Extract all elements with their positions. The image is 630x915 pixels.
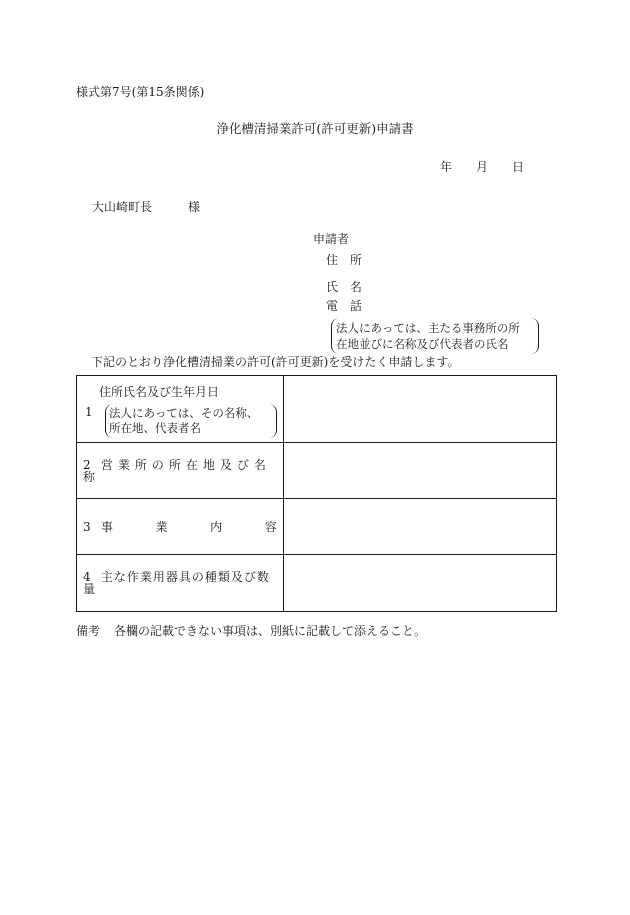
date-line [440,161,524,173]
application-table [76,375,557,612]
row3-label-char: 事 [100,519,113,534]
row1-note-line1: 法人にあっては、その名称、 [109,406,259,420]
remarks-label: 備考 [76,624,101,638]
table-label-cell [77,555,284,612]
intro-text: 下記のとおり浄化槽清掃業の許可(許可更新)を受けたく申請します。 [91,355,460,369]
form-title: 浄化槽清掃業許可(許可更新)申請書 [216,121,414,136]
applicant-phone-label: 電 話 [326,299,362,313]
row2-number: 2 [83,457,91,472]
row1-label: 住所氏名及び生年月日 [99,385,220,399]
row2-label: 営業所の所在地及び名称 [83,457,271,484]
row1-note-line2: 所在地、代表者名 [109,421,201,435]
table-row [77,555,557,612]
addressee-honorific: 様 [188,200,201,214]
table-label-cell [77,376,284,443]
remarks-text: 各欄の記載できない事項は、別紙に記載して添えること。 [114,624,427,638]
applicant-heading: 申請者 [313,232,350,246]
date-year: 年 [440,160,453,174]
row1-value-field[interactable] [283,376,556,443]
table-row [77,376,557,443]
corporate-note [331,318,539,354]
row4-value-field[interactable] [283,555,556,612]
applicant-name-label: 氏 名 [326,280,362,294]
corporate-note-line1: 法人にあっては、主たる事務所の所 [336,321,520,335]
row4-number: 4 [83,570,91,584]
row3-value-field[interactable] [283,499,556,555]
row4-label: 主な作業用器具の種類及び数量 [83,570,270,596]
corporate-note-line2: 在地並びに名称及び代表者の氏名 [336,337,509,351]
date-day: 日 [512,160,525,174]
remarks [76,625,426,637]
table-row [77,499,557,555]
row3-number: 3 [83,519,91,534]
row1-note [105,404,277,438]
table-label-cell [77,499,284,555]
date-month: 月 [476,160,489,174]
form-number: 様式第7号(第15条関係) [76,85,205,99]
row3-label-char: 容 [264,519,277,534]
table-row [77,443,557,499]
addressee [92,201,200,213]
row3-label-char: 業 [155,519,168,534]
applicant-address-label: 住 所 [326,253,362,267]
row3-label [101,521,277,533]
row2-value-field[interactable] [283,443,556,499]
addressee-name: 大山崎町長 [92,200,153,214]
table-label-cell [77,443,284,499]
row1-number: 1 [85,405,93,419]
row3-label-char: 内 [210,519,223,534]
